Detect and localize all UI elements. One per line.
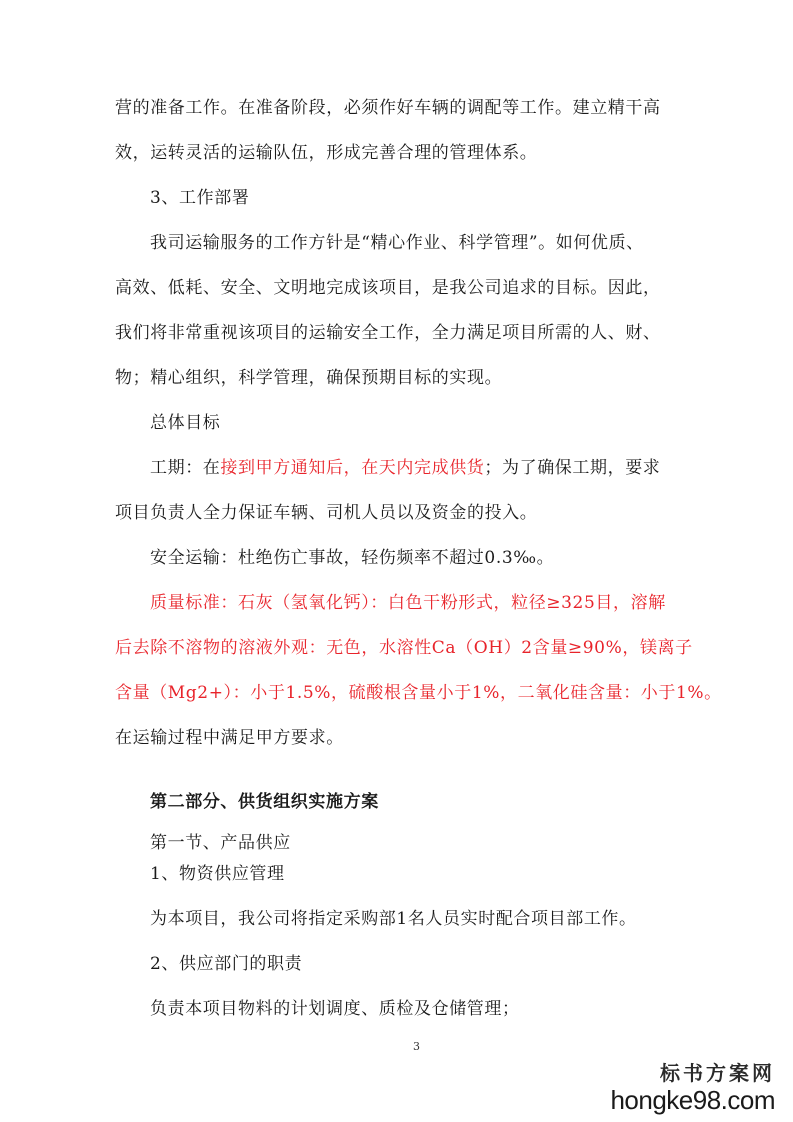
schedule-highlight: 接到甲方通知后，在天内完成供货 xyxy=(220,458,485,478)
quality-tail: 在运输过程中满足甲方要求。 xyxy=(115,728,344,748)
section-heading-work-plan: 3、工作部署 xyxy=(150,188,250,208)
paragraph-line-3: 我司运输服务的工作方针是“精心作业、科学管理”。如何优质、 xyxy=(150,233,644,253)
quality-highlight-1: 石灰（氢氧化钙）：白色干粉形式，粒径≥325目，溶解 xyxy=(238,593,666,613)
watermark xyxy=(610,1057,775,1114)
paragraph-line-2: 效，运转灵活的运输队伍，形成完善合理的管理体系。 xyxy=(115,143,538,163)
schedule-suffix: ；为了确保工期，要求 xyxy=(484,458,661,478)
paragraph-line-6: 物；精心组织，科学管理，确保预期目标的实现。 xyxy=(115,368,503,388)
paragraph-line-1: 营的准备工作。在准备阶段，必须作好车辆的调配等工作。建立精干高 xyxy=(115,98,661,118)
item1-heading: 1、物资供应管理 xyxy=(150,864,285,884)
section1-heading: 第一节、产品供应 xyxy=(150,833,291,853)
page-number: 3 xyxy=(413,1040,420,1053)
quality-line-2: 后去除不溶物的溶液外观：无色，水溶性Ca（OH）2含量≥90%，镁离子 xyxy=(115,638,693,658)
watermark-name: 标书方案网 xyxy=(660,1061,775,1085)
item1-text: 为本项目，我公司将指定采购部1名人员实时配合项目部工作。 xyxy=(150,909,637,929)
schedule-line xyxy=(150,456,660,480)
item2-heading: 2、供应部门的职责 xyxy=(150,954,303,974)
overall-goal-heading: 总体目标 xyxy=(150,413,221,433)
paragraph-line-5: 我们将非常重视该项目的运输安全工作，全力满足项目所需的人、财、 xyxy=(115,323,661,343)
safety-line: 安全运输：杜绝伤亡事故，轻伤频率不超过0.3‰。 xyxy=(150,548,555,568)
item2-text: 负责本项目物料的计划调度、质检及仓储管理； xyxy=(150,999,520,1019)
paragraph-line-4: 高效、低耗、安全、文明地完成该项目，是我公司追求的目标。因此， xyxy=(115,278,661,298)
part2-heading: 第二部分、供货组织实施方案 xyxy=(150,792,379,812)
quality-line-1 xyxy=(150,591,666,615)
schedule-line-2: 项目负责人全力保证车辆、司机人员以及资金的投入。 xyxy=(115,503,538,523)
quality-line-3: 含量（Mg2+）：小于1.5%，硫酸根含量小于1%，二氧化硅含量：小于1%。 xyxy=(115,683,722,703)
schedule-prefix: 工期：在 xyxy=(150,458,221,478)
quality-prefix: 质量标准： xyxy=(150,593,238,613)
watermark-url: hongke98.com xyxy=(610,1085,775,1115)
